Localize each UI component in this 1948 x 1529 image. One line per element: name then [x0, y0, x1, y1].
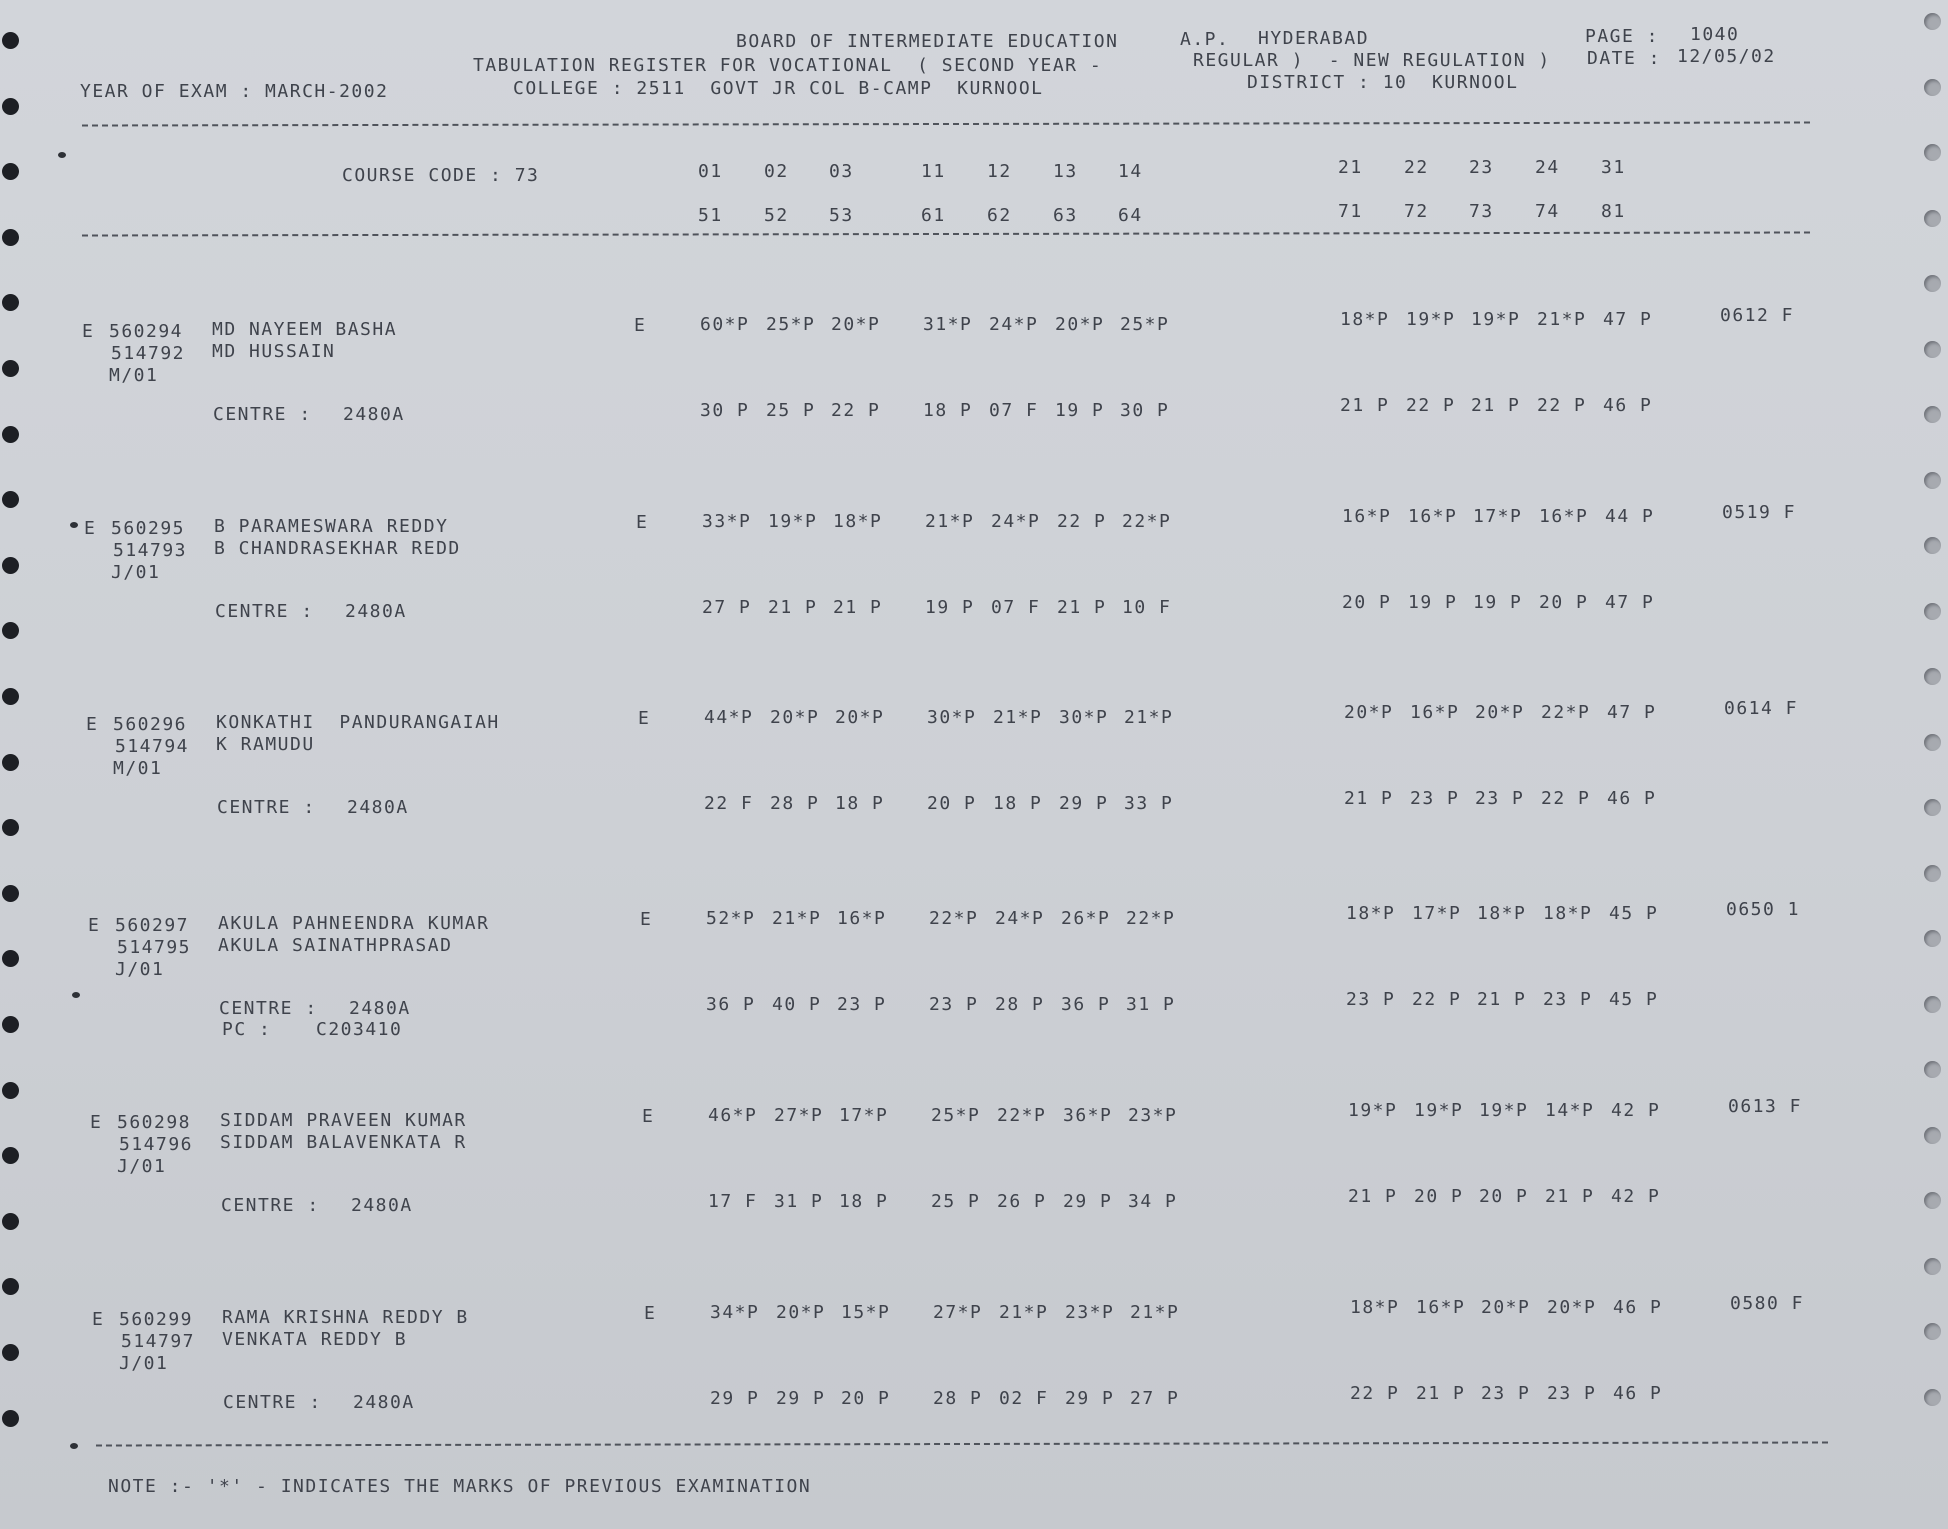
practical-mark: 42 P — [1611, 1186, 1661, 1207]
theory-mark: 19*P — [1348, 1100, 1398, 1121]
centre-label: CENTRE : — [219, 998, 318, 1019]
practical-mark: 21 P — [833, 597, 883, 618]
theory-mark: 19*P — [1471, 309, 1521, 330]
practical-mark: 25 P — [766, 400, 816, 421]
theory-mark: 20*P — [1475, 702, 1525, 723]
theory-mark: 30*P — [1059, 707, 1109, 728]
theory-mark: 20*P — [1055, 314, 1105, 335]
feed-hole — [2, 1082, 19, 1099]
theory-mark: 18*P — [1477, 903, 1527, 924]
roll-number: 514794 — [115, 736, 190, 757]
theory-mark: 21*P — [925, 511, 975, 532]
subject-code-theory: 12 — [987, 161, 1012, 182]
student-mark: J/01 — [119, 1353, 169, 1374]
student-mark: J/01 — [111, 562, 161, 583]
subject-code-practical: 63 — [1053, 205, 1078, 226]
practical-mark: 31 P — [774, 1191, 824, 1212]
feed-hole — [2, 885, 19, 902]
theory-mark: 24*P — [989, 314, 1039, 335]
subject-code-theory: 13 — [1053, 161, 1078, 182]
parent-name: K RAMUDU — [216, 734, 315, 755]
record-prefix: E — [92, 1309, 105, 1330]
theory-mark: 31*P — [923, 314, 973, 335]
theory-mark: 16*P — [1416, 1297, 1466, 1318]
practical-mark: 29 P — [710, 1388, 760, 1409]
theory-mark: 21*P — [1124, 707, 1174, 728]
feed-hole — [2, 32, 19, 49]
theory-mark: 46*P — [708, 1105, 758, 1126]
feed-hole — [1924, 865, 1941, 882]
feed-hole — [1924, 210, 1941, 227]
feed-hole — [2, 98, 19, 115]
practical-mark: 23 P — [837, 994, 887, 1015]
practical-mark: 29 P — [1059, 793, 1109, 814]
theory-mark: 26*P — [1061, 908, 1111, 929]
theory-mark: 17*P — [1412, 903, 1462, 924]
practical-mark: 22 P — [831, 400, 881, 421]
column-divider — [82, 231, 1810, 236]
practical-mark: 22 P — [1412, 989, 1462, 1010]
page-label: PAGE : — [1585, 26, 1660, 47]
practical-mark: 21 P — [1348, 1186, 1398, 1207]
theory-mark: 16*P — [1408, 506, 1458, 527]
subject-code-theory: 31 — [1601, 157, 1626, 178]
feed-hole — [1924, 734, 1941, 751]
theory-mark: 21*P — [772, 908, 822, 929]
student-mark: M/01 — [113, 758, 163, 779]
practical-mark: 21 P — [1340, 395, 1390, 416]
practical-mark: 21 P — [1471, 395, 1521, 416]
practical-mark: 21 P — [1057, 597, 1107, 618]
theory-mark: 22*P — [1126, 908, 1176, 929]
theory-mark: 20*P — [770, 707, 820, 728]
theory-mark: 60*P — [700, 314, 750, 335]
feed-hole — [2, 622, 19, 639]
centre-code: 2480A — [351, 1195, 413, 1216]
practical-mark: 34 P — [1128, 1191, 1178, 1212]
theory-mark: 30*P — [927, 707, 977, 728]
practical-mark: 23 P — [1410, 788, 1460, 809]
ink-speck — [70, 522, 78, 528]
total-result: 0519 F — [1722, 502, 1797, 523]
theory-mark: 24*P — [991, 511, 1041, 532]
theory-mark: 42 P — [1611, 1100, 1661, 1121]
medium-code: E — [638, 708, 651, 729]
centre-code: 2480A — [345, 601, 407, 622]
theory-mark: 21*P — [1537, 309, 1587, 330]
feed-hole — [1924, 996, 1941, 1013]
register-number: 560298 — [117, 1112, 192, 1133]
centre-code: 2480A — [343, 404, 405, 425]
feed-hole — [2, 1278, 19, 1295]
register-number: 560299 — [119, 1309, 194, 1330]
student-mark: J/01 — [115, 959, 165, 980]
parent-name: AKULA SAINATHPRASAD — [218, 935, 453, 956]
theory-mark: 17*P — [1473, 506, 1523, 527]
theory-mark: 20*P — [1481, 1297, 1531, 1318]
theory-mark: 46 P — [1613, 1297, 1663, 1318]
ink-speck — [58, 152, 66, 158]
practical-mark: 47 P — [1605, 592, 1655, 613]
feed-hole — [1924, 341, 1941, 358]
total-result: 0612 F — [1720, 305, 1795, 326]
student-name: RAMA KRISHNA REDDY B — [222, 1307, 469, 1328]
practical-mark: 46 P — [1613, 1383, 1663, 1404]
feed-hole — [2, 754, 19, 771]
subject-code-practical: 52 — [764, 205, 789, 226]
record-prefix: E — [88, 915, 101, 936]
record-prefix: E — [82, 321, 95, 342]
student-name: MD NAYEEM BASHA — [212, 319, 398, 340]
feed-hole — [1924, 275, 1941, 292]
practical-mark: 27 P — [1130, 1388, 1180, 1409]
pc-number: C203410 — [316, 1019, 403, 1040]
theory-mark: 22*P — [997, 1105, 1047, 1126]
theory-mark: 16*P — [1539, 506, 1589, 527]
practical-mark: 28 P — [933, 1388, 983, 1409]
subject-code-theory: 01 — [698, 161, 723, 182]
subject-code-practical: 74 — [1535, 201, 1560, 222]
theory-mark: 18*P — [1350, 1297, 1400, 1318]
theory-mark: 24*P — [995, 908, 1045, 929]
feed-hole — [1924, 1192, 1941, 1209]
practical-mark: 23 P — [929, 994, 979, 1015]
feed-hole — [2, 1147, 19, 1164]
theory-mark: 33*P — [702, 511, 752, 532]
register-title: TABULATION REGISTER FOR VOCATIONAL ( SECOND YEAR - — [473, 55, 1103, 76]
record-prefix: E — [84, 518, 97, 539]
practical-mark: 22 P — [1350, 1383, 1400, 1404]
practical-mark: 26 P — [997, 1191, 1047, 1212]
theory-mark: 44 P — [1605, 506, 1655, 527]
feed-hole — [1924, 799, 1941, 816]
feed-hole — [1924, 1389, 1941, 1406]
practical-mark: 28 P — [995, 994, 1045, 1015]
print-date: 12/05/02 — [1677, 46, 1776, 67]
theory-mark: 34*P — [710, 1302, 760, 1323]
practical-mark: 40 P — [772, 994, 822, 1015]
medium-code: E — [644, 1303, 657, 1324]
subject-code-practical: 72 — [1404, 201, 1429, 222]
tractor-feed-holes-right — [1908, 0, 1948, 1529]
theory-mark: 47 P — [1603, 309, 1653, 330]
theory-mark: 18*P — [1346, 903, 1396, 924]
subject-code-practical: 73 — [1469, 201, 1494, 222]
student-name: KONKATHI PANDURANGAIAH — [216, 712, 500, 733]
practical-mark: 21 P — [1477, 989, 1527, 1010]
total-result: 0614 F — [1724, 698, 1799, 719]
theory-mark: 23*P — [1128, 1105, 1178, 1126]
parent-name: SIDDAM BALAVENKATA R — [220, 1132, 467, 1153]
centre-label: CENTRE : — [221, 1195, 320, 1216]
total-result: 0580 F — [1730, 1293, 1805, 1314]
practical-mark: 27 P — [702, 597, 752, 618]
feed-hole — [2, 426, 19, 443]
practical-mark: 30 P — [1120, 400, 1170, 421]
practical-mark: 20 P — [927, 793, 977, 814]
theory-mark: 27*P — [933, 1302, 983, 1323]
medium-code: E — [634, 315, 647, 336]
practical-mark: 17 F — [708, 1191, 758, 1212]
practical-mark: 07 F — [989, 400, 1039, 421]
theory-mark: 18*P — [1543, 903, 1593, 924]
feed-hole — [1924, 930, 1941, 947]
practical-mark: 25 P — [931, 1191, 981, 1212]
practical-mark: 33 P — [1124, 793, 1174, 814]
practical-mark: 20 P — [1479, 1186, 1529, 1207]
theory-mark: 27*P — [774, 1105, 824, 1126]
subject-code-theory: 03 — [829, 161, 854, 182]
practical-mark: 19 P — [1408, 592, 1458, 613]
feed-hole — [1924, 13, 1941, 30]
subject-code-practical: 51 — [698, 205, 723, 226]
centre-code: 2480A — [347, 797, 409, 818]
header-divider — [82, 121, 1810, 126]
board-title: BOARD OF INTERMEDIATE EDUCATION — [736, 31, 1119, 52]
student-mark: M/01 — [109, 365, 159, 386]
practical-mark: 18 P — [835, 793, 885, 814]
feed-hole — [1924, 1127, 1941, 1144]
feed-hole — [1924, 472, 1941, 489]
parent-name: B CHANDRASEKHAR REDD — [214, 538, 461, 559]
theory-mark: 20*P — [831, 314, 881, 335]
theory-mark: 36*P — [1063, 1105, 1113, 1126]
practical-mark: 22 P — [1541, 788, 1591, 809]
subject-code-theory: 22 — [1404, 157, 1429, 178]
theory-mark: 45 P — [1609, 903, 1659, 924]
subject-code-practical: 71 — [1338, 201, 1363, 222]
practical-mark: 30 P — [700, 400, 750, 421]
feed-hole — [2, 1344, 19, 1361]
college-info: COLLEGE : 2511 GOVT JR COL B-CAMP KURNOOL — [513, 78, 1044, 99]
total-result: 0650 1 — [1726, 899, 1801, 920]
practical-mark: 29 P — [776, 1388, 826, 1409]
feed-hole — [1924, 1061, 1941, 1078]
student-name: B PARAMESWARA REDDY — [214, 516, 449, 537]
theory-mark: 16*P — [1342, 506, 1392, 527]
subject-code-theory: 24 — [1535, 157, 1560, 178]
theory-mark: 19*P — [1406, 309, 1456, 330]
theory-mark: 22*P — [929, 908, 979, 929]
record-prefix: E — [90, 1112, 103, 1133]
register-number: 560296 — [113, 714, 188, 735]
practical-mark: 23 P — [1475, 788, 1525, 809]
practical-mark: 10 F — [1122, 597, 1172, 618]
parent-name: MD HUSSAIN — [212, 341, 336, 362]
centre-label: CENTRE : — [215, 601, 314, 622]
student-name: SIDDAM PRAVEEN KUMAR — [220, 1110, 467, 1131]
roll-number: 514792 — [111, 343, 186, 364]
feed-hole — [1924, 144, 1941, 161]
theory-mark: 19*P — [1414, 1100, 1464, 1121]
student-name: AKULA PAHNEENDRA KUMAR — [218, 913, 490, 934]
theory-mark: 20*P — [1547, 1297, 1597, 1318]
practical-mark: 21 P — [768, 597, 818, 618]
subject-code-practical: 62 — [987, 205, 1012, 226]
tractor-feed-holes-left — [0, 0, 40, 1529]
register-number: 560297 — [115, 915, 190, 936]
theory-mark: 44*P — [704, 707, 754, 728]
subject-code-theory: 11 — [921, 161, 946, 182]
practical-mark: 21 P — [1545, 1186, 1595, 1207]
parent-name: VENKATA REDDY B — [222, 1329, 408, 1350]
practical-mark: 18 P — [923, 400, 973, 421]
medium-code: E — [636, 512, 649, 533]
practical-mark: 36 P — [706, 994, 756, 1015]
page-number: 1040 — [1690, 24, 1740, 45]
practical-mark: 20 P — [1414, 1186, 1464, 1207]
footnote: NOTE :- '*' - INDICATES THE MARKS OF PREVIOUS EXAMINATION — [108, 1476, 812, 1497]
total-result: 0613 F — [1728, 1096, 1803, 1117]
theory-mark: 15*P — [841, 1302, 891, 1323]
theory-mark: 17*P — [839, 1105, 889, 1126]
practical-mark: 22 P — [1537, 395, 1587, 416]
practical-mark: 20 P — [1342, 592, 1392, 613]
theory-mark: 19*P — [768, 511, 818, 532]
date-label: DATE : — [1587, 48, 1662, 69]
subject-code-practical: 64 — [1118, 205, 1143, 226]
register-number: 560294 — [109, 321, 184, 342]
pc-label: PC : — [222, 1019, 272, 1040]
feed-hole — [1924, 537, 1941, 554]
centre-label: CENTRE : — [213, 404, 312, 425]
subject-code-theory: 21 — [1338, 157, 1363, 178]
theory-mark: 22*P — [1541, 702, 1591, 723]
centre-code: 2480A — [349, 998, 411, 1019]
practical-mark: 23 P — [1481, 1383, 1531, 1404]
practical-mark: 31 P — [1126, 994, 1176, 1015]
practical-mark: 18 P — [839, 1191, 889, 1212]
record-prefix: E — [86, 714, 99, 735]
theory-mark: 21*P — [993, 707, 1043, 728]
practical-mark: 21 P — [1416, 1383, 1466, 1404]
feed-hole — [1924, 1258, 1941, 1275]
practical-mark: 18 P — [993, 793, 1043, 814]
ink-speck — [72, 992, 80, 998]
subject-code-practical: 81 — [1601, 201, 1626, 222]
student-mark: J/01 — [117, 1156, 167, 1177]
register-number: 560295 — [111, 518, 186, 539]
theory-mark: 14*P — [1545, 1100, 1595, 1121]
theory-mark: 20*P — [1344, 702, 1394, 723]
feed-hole — [1924, 668, 1941, 685]
practical-mark: 22 F — [704, 793, 754, 814]
theory-mark: 19*P — [1479, 1100, 1529, 1121]
practical-mark: 22 P — [1406, 395, 1456, 416]
feed-hole — [1924, 603, 1941, 620]
theory-mark: 18*P — [833, 511, 883, 532]
practical-mark: 36 P — [1061, 994, 1111, 1015]
practical-mark: 21 P — [1344, 788, 1394, 809]
practical-mark: 28 P — [770, 793, 820, 814]
practical-mark: 23 P — [1547, 1383, 1597, 1404]
roll-number: 514795 — [117, 937, 192, 958]
theory-mark: 25*P — [931, 1105, 981, 1126]
feed-hole — [1924, 1323, 1941, 1340]
ink-speck — [70, 1443, 78, 1449]
board-state: A.P. — [1180, 29, 1230, 50]
course-code: COURSE CODE : 73 — [342, 165, 540, 186]
practical-mark: 23 P — [1543, 989, 1593, 1010]
theory-mark: 52*P — [706, 908, 756, 929]
feed-hole — [2, 950, 19, 967]
subject-code-theory: 23 — [1469, 157, 1494, 178]
footer-divider — [96, 1441, 1828, 1446]
practical-mark: 29 P — [1065, 1388, 1115, 1409]
practical-mark: 20 P — [841, 1388, 891, 1409]
practical-mark: 02 F — [999, 1388, 1049, 1409]
practical-mark: 45 P — [1609, 989, 1659, 1010]
practical-mark: 46 P — [1607, 788, 1657, 809]
feed-hole — [2, 1016, 19, 1033]
theory-mark: 18*P — [1340, 309, 1390, 330]
feed-hole — [1924, 406, 1941, 423]
feed-hole — [2, 688, 19, 705]
medium-code: E — [642, 1106, 655, 1127]
theory-mark: 20*P — [835, 707, 885, 728]
theory-mark: 22*P — [1122, 511, 1172, 532]
practical-mark: 07 F — [991, 597, 1041, 618]
theory-mark: 47 P — [1607, 702, 1657, 723]
feed-hole — [2, 819, 19, 836]
feed-hole — [1924, 79, 1941, 96]
practical-mark: 46 P — [1603, 395, 1653, 416]
feed-hole — [2, 163, 19, 180]
theory-mark: 25*P — [1120, 314, 1170, 335]
theory-mark: 21*P — [1130, 1302, 1180, 1323]
subject-code-practical: 61 — [921, 205, 946, 226]
roll-number: 514797 — [121, 1331, 196, 1352]
practical-mark: 19 P — [1473, 592, 1523, 613]
subject-code-practical: 53 — [829, 205, 854, 226]
theory-mark: 21*P — [999, 1302, 1049, 1323]
theory-mark: 23*P — [1065, 1302, 1115, 1323]
medium-code: E — [640, 909, 653, 930]
district-info: DISTRICT : 10 KURNOOL — [1247, 72, 1519, 93]
roll-number: 514793 — [113, 540, 188, 561]
theory-mark: 22 P — [1057, 511, 1107, 532]
regulation-label: REGULAR ) - NEW REGULATION ) — [1193, 50, 1551, 71]
feed-hole — [2, 557, 19, 574]
feed-hole — [2, 1213, 19, 1230]
centre-code: 2480A — [353, 1392, 415, 1413]
subject-code-theory: 02 — [764, 161, 789, 182]
roll-number: 514796 — [119, 1134, 194, 1155]
theory-mark: 16*P — [1410, 702, 1460, 723]
feed-hole — [2, 229, 19, 246]
subject-code-theory: 14 — [1118, 161, 1143, 182]
practical-mark: 19 P — [1055, 400, 1105, 421]
practical-mark: 20 P — [1539, 592, 1589, 613]
centre-label: CENTRE : — [223, 1392, 322, 1413]
practical-mark: 23 P — [1346, 989, 1396, 1010]
board-city: HYDERABAD — [1258, 28, 1370, 49]
theory-mark: 25*P — [766, 314, 816, 335]
feed-hole — [2, 360, 19, 377]
year-of-exam: YEAR OF EXAM : MARCH-2002 — [80, 81, 389, 102]
centre-label: CENTRE : — [217, 797, 316, 818]
theory-mark: 20*P — [776, 1302, 826, 1323]
feed-hole — [2, 294, 19, 311]
practical-mark: 19 P — [925, 597, 975, 618]
feed-hole — [2, 1410, 19, 1427]
practical-mark: 29 P — [1063, 1191, 1113, 1212]
feed-hole — [2, 491, 19, 508]
theory-mark: 16*P — [837, 908, 887, 929]
